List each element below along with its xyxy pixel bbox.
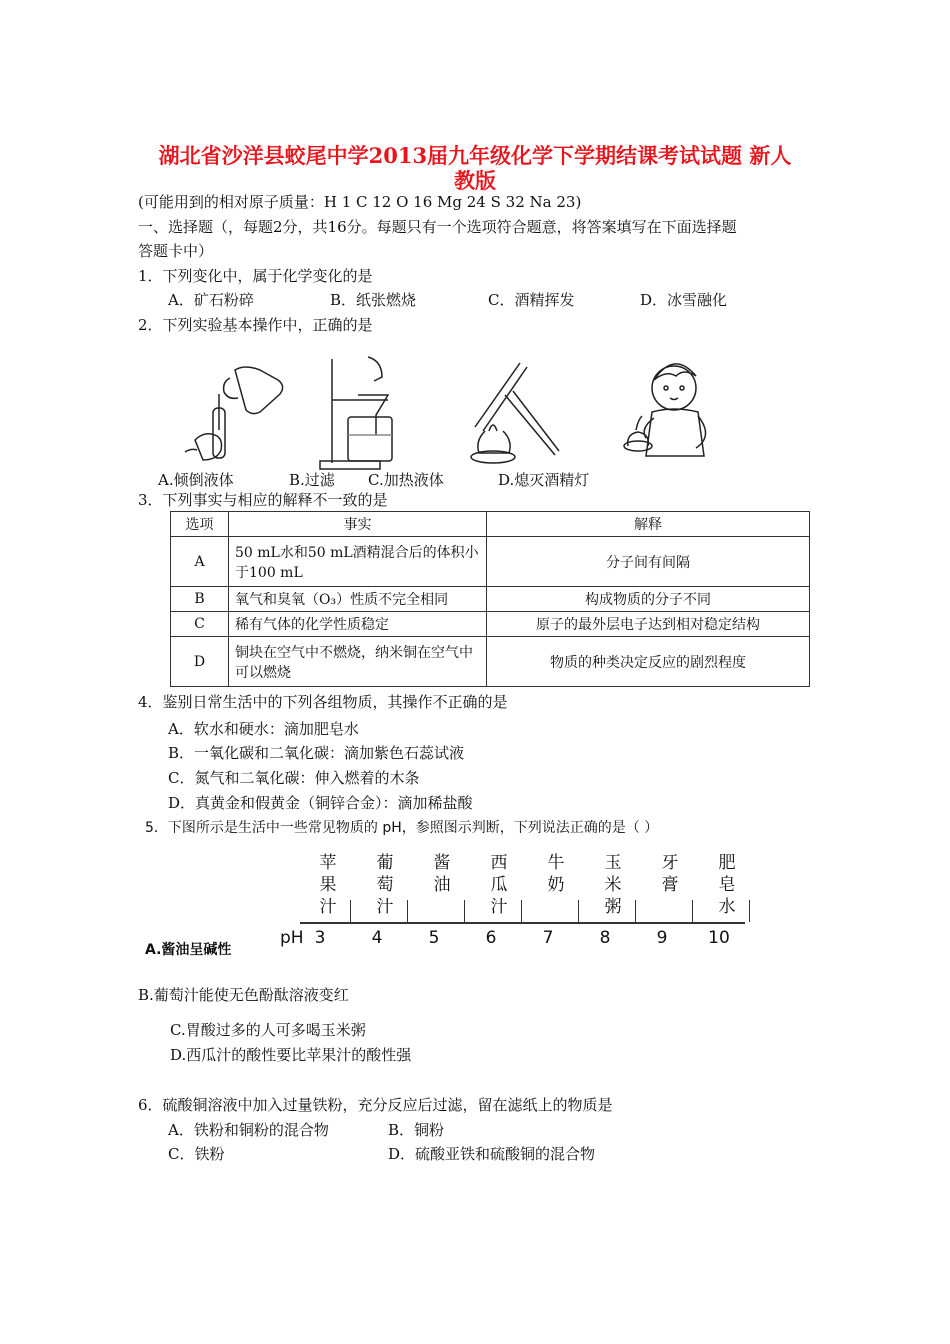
table-cell: 原子的最外层电子达到相对稳定结构: [487, 612, 810, 637]
ph-value-label: 3: [314, 928, 326, 948]
table-cell: 物质的种类决定反应的剧烈程度: [487, 637, 810, 687]
q2-caption-a: A.倾倒液体: [158, 471, 234, 489]
pouring-liquid-figure: [175, 360, 295, 472]
table-cell: 构成物质的分子不同: [487, 587, 810, 612]
q5-option-c: C.胃酸过多的人可多喝玉米粥: [170, 1021, 366, 1039]
q3-stem: 3．下列事实与相应的解释不一致的是: [138, 491, 388, 507]
q5-stem: 5．下图所示是生活中一些常见物质的 pH，参照图示判断，下列说法正确的是（ ）: [145, 820, 659, 836]
q4-option-c: C．氮气和二氧化碳：伸入燃着的木条: [168, 769, 420, 787]
q3-table: [170, 511, 810, 687]
ph-value-labels: [300, 928, 745, 950]
ph-tick: [350, 900, 351, 922]
table-cell: A: [171, 537, 229, 587]
ph-value-label: 4: [371, 928, 383, 948]
ph-substance-label: 牛奶: [547, 853, 565, 895]
q4-option-b: B．一氧化碳和二氧化碳：滴加紫色石蕊试液: [168, 744, 465, 762]
section-heading-line2: 答题卡中）: [138, 242, 214, 260]
filtration-figure: [318, 355, 418, 473]
ph-substance-label: 玉米粥: [604, 853, 622, 917]
section-heading-line1: 一、选择题（，每题2分，共16分。每题只有一个选项符合题意，将答案填写在下面选择题: [138, 218, 737, 236]
ph-value-label: 5: [428, 928, 440, 948]
table-cell: 铜块在空气中不燃烧，纳米铜在空气中可以燃烧: [229, 637, 487, 687]
table-row: [171, 587, 810, 612]
table-cell: 50 mL水和50 mL酒精混合后的体积小于100 mL: [229, 537, 487, 587]
q1-option-d: D．冰雪融化: [640, 291, 728, 309]
q1-option-a: A．矿石粉碎: [168, 291, 254, 309]
q6-option-a: A．铁粉和铜粉的混合物: [168, 1121, 329, 1139]
q2-caption-c: C.加热液体: [368, 471, 444, 489]
table-cell: 分子间有间隔: [487, 537, 810, 587]
ph-axis-label: pH: [280, 928, 304, 948]
q6-stem: 6．硫酸铜溶液中加入过量铁粉，充分反应后过滤，留在滤纸上的物质是: [138, 1096, 613, 1114]
ph-tick: [749, 900, 750, 922]
heating-liquid-figure: [455, 355, 565, 467]
q1-stem: 1．下列变化中，属于化学变化的是: [138, 267, 373, 285]
ph-tick: [692, 900, 693, 922]
ph-value-label: 7: [542, 928, 554, 948]
ph-value-label: 10: [708, 928, 730, 948]
q4-option-a: A．软水和硬水：滴加肥皂水: [168, 720, 359, 738]
table-header-cell: 事实: [229, 512, 487, 537]
q1-option-c: C．酒精挥发: [488, 291, 575, 309]
q1-option-b: B．纸张燃烧: [330, 291, 417, 309]
q6-option-b: B．铜粉: [388, 1121, 445, 1139]
ph-value-label: 9: [656, 928, 668, 948]
q5-option-b: B.葡萄汁能使无色酚酞溶液变红: [138, 986, 349, 1004]
table-cell: C: [171, 612, 229, 637]
ph-substance-label: 酱油: [433, 853, 451, 895]
atomic-masses: (可能用到的相对原子质量：H 1 C 12 O 16 Mg 24 S 32 Na 23): [138, 193, 582, 211]
ph-substance-label: 苹果汁: [319, 853, 337, 917]
q4-stem: 4．鉴别日常生活中的下列各组物质，其操作不正确的是: [138, 693, 508, 711]
table-cell: 稀有气体的化学性质稳定: [229, 612, 487, 637]
ph-tick: [635, 900, 636, 922]
q2-stem: 2．下列实验基本操作中，正确的是: [138, 316, 373, 334]
table-row: [171, 537, 810, 587]
ph-scale-figure: [280, 848, 745, 958]
q4-option-d: D．真黄金和假黄金（铜锌合金）：滴加稀盐酸: [168, 794, 473, 812]
ph-value-label: 8: [599, 928, 611, 948]
ph-tick: [407, 900, 408, 922]
ph-substance-label: 葡萄汁: [376, 853, 394, 917]
table-header-cell: 解释: [487, 512, 810, 537]
ph-axis-ticks: [300, 900, 745, 924]
q5-option-d: D.西瓜汁的酸性要比苹果汁的酸性强: [170, 1046, 412, 1064]
q2-caption-b: B.过滤: [289, 471, 335, 489]
extinguish-lamp-figure: [612, 350, 722, 468]
q6-option-d: D．硫酸亚铁和硫酸铜的混合物: [388, 1145, 596, 1163]
ph-substance-label: 肥皂水: [718, 853, 736, 917]
table-header-row: [171, 512, 810, 537]
ph-tick: [521, 900, 522, 922]
document-title-line2: 教版: [454, 168, 496, 193]
q2-caption-d: D.熄灭酒精灯: [498, 471, 590, 489]
table-row: [171, 612, 810, 637]
table-cell: B: [171, 587, 229, 612]
ph-substance-label: 牙膏: [661, 853, 679, 895]
q6-option-c: C．铁粉: [168, 1145, 225, 1163]
ph-substance-label: 西瓜汁: [490, 853, 508, 917]
table-cell: 氧气和臭氧（O₃）性质不完全相同: [229, 587, 487, 612]
q5-option-a: A.酱油呈碱性: [145, 942, 232, 958]
table-header-cell: 选项: [171, 512, 229, 537]
ph-tick: [578, 900, 579, 922]
ph-tick: [464, 900, 465, 922]
table-cell: D: [171, 637, 229, 687]
document-title-line1: 湖北省沙洋县蛟尾中学2013届九年级化学下学期结课考试试题 新人: [158, 143, 792, 168]
ph-value-label: 6: [485, 928, 497, 948]
table-row: [171, 637, 810, 687]
